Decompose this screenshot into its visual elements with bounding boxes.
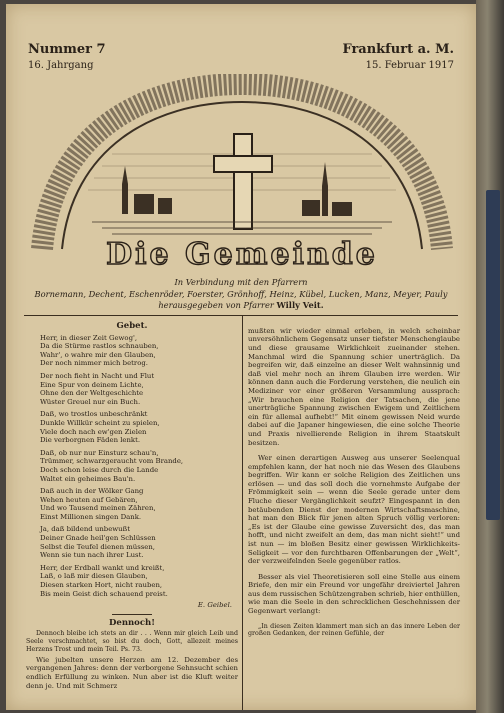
poem-line: Herr, der Erdball wankt und kreißt,	[40, 563, 165, 572]
credit-line-2: Bornemann, Dechent, Eschenröder, Foerster, Grönhoff, Heinz, Kübel, Lucken, Manz, Meyer, Pauly	[34, 288, 448, 299]
poem-line: Da die Stürme rastlos schnauben,	[40, 342, 159, 351]
stanza	[40, 372, 238, 406]
poem-line: Viele doch nach ew'gen Zielen	[40, 427, 147, 436]
newspaper-page	[6, 4, 476, 710]
paragraph: Besser als viel Theoretisieren soll eine Stelle aus einem Briefe, den mir ein Freund vor ungefähr dreiviertel Jahren aus dem russischen Schützengraben schrieb, hier enthüllen, wie man die Seele in den schrecklichen Geschehnissen der Gegenwart verlangt:	[248, 572, 461, 616]
poem-line: Wenn sie tun nach ihrer Lust.	[40, 551, 144, 560]
poem-line: Eine Spur von deinem Lichte,	[40, 380, 144, 389]
paragraph: Wer einen derartigen Ausweg aus unserer Seelenqual empfehlen kann, der hat noch nie das Wesen des Glaubens begriffen. Wir kann er solche Religion des Zeitlichen uns erlösen — und das soll doch die vornehmste Aufgabe der Frömmigkeit sein — wenn die Seele gerade unter dem Fluche dieser Vergänglichkeit seufzt? Eingespannt in den betäubenden Dienst der modernen Wirtschaftsmaschine, hat man den Blick für jenen alten Spruch völlig verloren: „Es ist der Glaube eine gewisse Zuversicht des, das man hofft, und nicht zweifelt an dem, das man nicht sieht!“ und ist nun — im bloßen Besitz einer gewissen Wirklichkeits-Seligkeit — vor den furchtbaren Offenbarungen der „Welt“, der verzweifelnden Seele gegenüber ratlos.	[248, 454, 460, 566]
stanza	[40, 487, 238, 521]
poem-line: Deiner Gnade heil'gen Schlüssen	[40, 534, 156, 543]
section-title: Dennoch!	[109, 617, 155, 628]
stanza	[40, 525, 238, 559]
poem-line: Wehen heuten auf Gebären,	[40, 495, 138, 504]
poem-gebet	[40, 334, 238, 599]
poem-line: Wahr', o wahre mir den Glauben,	[40, 350, 156, 359]
stanza	[40, 564, 238, 598]
stanza	[40, 449, 238, 483]
issue-date: 15. Februar 1917	[365, 60, 454, 71]
quote: „In diesen Zeiten klammert man sich an das innere Leben der großen Gedanken, der reinen Gefühle, der	[248, 622, 460, 638]
epigraph: Dennoch bleibe ich stets an dir . . . Wenn mir gleich Leib und Seele verschmachtet, so bist du doch, Gott, allezeit meines Herzens Trost und mein Teil. Ps. 73.	[26, 630, 238, 653]
right-column	[248, 320, 460, 644]
separator	[112, 614, 152, 615]
issue-number: Nummer 7	[28, 42, 106, 57]
poem-line: Selbst die Teufel dienen müssen,	[40, 542, 155, 551]
poem-line: Wüster Greuel nur ein Buch.	[40, 397, 141, 406]
left-column	[26, 320, 238, 690]
article-start: Wie jubelten unsere Herzen am 12. Dezember des vergangenen Jahres: denn der verborgene Sehnsucht schien endlich Erfüllung zu winken. Nun aber ist die Kluft weiter denn je. Und mit Schmerz	[26, 655, 238, 690]
poem-line: Dunkle Willkür scheint zu spielen,	[40, 418, 160, 427]
poem-line: Waltet ein geheimes Bau'n.	[40, 474, 136, 483]
masthead-illustration	[22, 74, 462, 274]
credit-line-1: In Verbindung mit den Pfarrern	[174, 277, 308, 287]
credit-line-3: herausgegeben von Pfarrer Willy Veit.	[158, 300, 324, 310]
volume: 16. Jahrgang	[28, 60, 94, 71]
poem-title: Gebet.	[116, 321, 148, 331]
poem-line: Daß, wo trostlos unbeschränkt	[40, 410, 148, 419]
city: Frankfurt a. M.	[342, 42, 454, 57]
poem-line: Der noch fieht in Nacht und Flut	[40, 371, 155, 380]
masthead-title: Die Gemeinde	[106, 237, 378, 272]
stanza	[40, 410, 238, 444]
poem-line: Die verborgnen Fäden lenkt.	[40, 436, 141, 445]
book-edge	[476, 0, 504, 713]
poem-line: Bis mein Geist dich schauend preist.	[40, 589, 168, 598]
poem-author: E. Geibel.	[197, 601, 232, 610]
poem-line: Herr, in dieser Zeit Gewog',	[40, 333, 138, 342]
binding-tab	[486, 190, 500, 520]
poem-line: Diesen starken Hort, nicht rauben,	[40, 581, 163, 590]
poem-line: Doch schon leise durch die Lande	[40, 465, 159, 474]
editor-name: Willy Veit.	[276, 300, 324, 310]
poem-line: Ohne den der Weltgeschichte	[40, 389, 144, 398]
credits	[16, 277, 466, 312]
poem-line: Der noch nimmer mich betrog.	[40, 359, 148, 368]
stanza	[40, 334, 238, 368]
poem-line: Trümmer, schwarzgeraucht vom Brande,	[40, 457, 184, 466]
poem-line: Daß auch in der Wölker Gang	[40, 487, 144, 496]
poem-line: Und wo Tausend meinen Zähren,	[40, 504, 156, 513]
paragraph: mußten wir wieder einmal erleben, in welch scheinbar unversöhnlichem Gegensatz unser tiefster Menschenglaube und diese grausame Wirklichkeit zueinander stehen. Manchmal wird die Spannung schier unerträglich. Da begreifen wir, daß einzelne an dieser Welt wahnsinnig und daß viel mehr noch an ihrem Glauben irre werden. Wir können dann auch die Forderung verstehen, die neulich ein Mediziner vor einer größeren Versammlung aussprach: „Wir brauchen eine Religion der Tatsachen, die jene unerträgliche Spannung zwischen Ewigem und Zeitlichem ein für allemal aufhebt!“ Mit einem gewissen Neid wurde dabei auf die Japaner hingewiesen, die eine solche Theorie und Praxis nivellierende Religion in ihrem Staatskult besitzen.	[248, 326, 460, 447]
top-rule	[24, 315, 458, 316]
poem-line: Ja, daß bildend unbewußt	[40, 525, 130, 534]
poem-line: Daß, ob nur nur Einsturz schau'n,	[40, 448, 159, 457]
poem-line: Laß, o laß mir diesen Glauben,	[40, 572, 148, 581]
column-divider	[242, 315, 243, 710]
poem-line: Einst Millionen singen Dank.	[40, 512, 142, 521]
